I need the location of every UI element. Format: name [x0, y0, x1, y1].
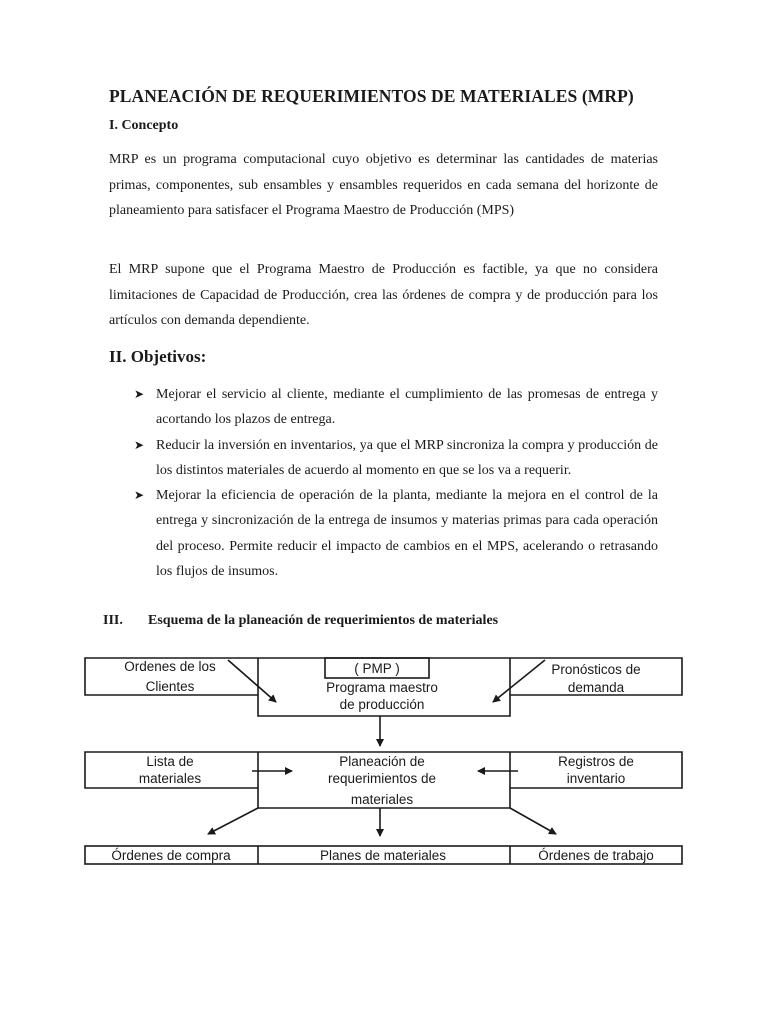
pmp-text-line2: de producción — [339, 697, 425, 712]
ordenes-clientes-line2: Clientes — [145, 679, 195, 694]
ordenes-compra-label: Órdenes de compra — [111, 848, 231, 863]
list-item-text: Mejorar la eficiencia de operación de la planta, mediante la mejora en el control de la entrega y sincronización de la entrega de insumos y materias primas para cada operación del proceso. Permite reducir el impacto de cambios en el MPS, acelerando o retrasando los flujos de insumos. — [156, 488, 658, 580]
arrow-to-ordenes-trabajo — [510, 808, 556, 834]
list-item-text: Reducir la inversión en inventarios, ya que el MRP sincroniza la compra y producción de los distintos materiales de acuerdo al momento en que se los va a requerir. — [156, 437, 658, 478]
section-esquema-title: Esquema de la planeación de requerimientos de materiales — [148, 613, 499, 628]
registros-line1: Registros de — [558, 754, 634, 769]
pronosticos-line1: Pronósticos de — [551, 662, 641, 677]
lista-materiales-line2: materiales — [138, 771, 202, 786]
planes-materiales-label: Planes de materiales — [319, 848, 447, 863]
list-item-text: Mejorar el servicio al cliente, mediante el cumplimiento de las promesas de entrega y acortando los plazos de entrega. — [156, 387, 658, 428]
arrow-bullet-icon: ➤ — [134, 387, 145, 401]
arrow-bullet-icon: ➤ — [134, 437, 145, 452]
concepto-paragraph-1: MRP es un programa computacional cuyo objetivo es determinar las cantidades de materias primas, componentes, sub ensambles y ensambles requeridos en cada semana del horizonte de planeamiento para satisfacer el Programa Maestro de Producción (MPS) — [109, 152, 658, 218]
section-objetivos-heading: II. Objetivos: — [109, 347, 207, 366]
section-esquema-number: III. — [103, 613, 123, 628]
lista-materiales-line1: Lista de — [146, 754, 194, 769]
planeacion-line3: materiales — [350, 792, 414, 807]
planeacion-line2: requerimientos de — [327, 771, 437, 786]
document-title: PLANEACIÓN DE REQUERIMIENTOS DE MATERIALES (MRP) — [109, 86, 634, 106]
pmp-label: ( PMP ) — [354, 661, 400, 676]
pronosticos-line2: demanda — [567, 680, 625, 695]
registros-line2: inventario — [566, 771, 626, 786]
concepto-paragraph-2: El MRP supone que el Programa Maestro de Producción es factible, ya que no considera limitaciones de Capacidad de Producción, crea las órdenes de compra y de producción para los artículos con demanda dependiente. — [109, 262, 658, 328]
arrow-bullet-icon: ➤ — [134, 488, 145, 503]
pmp-text-line1: Programa maestro — [326, 680, 438, 695]
arrow-to-ordenes-compra — [208, 808, 258, 834]
section-concepto-heading: I. Concepto — [109, 118, 179, 133]
planeacion-line1: Planeación de — [339, 754, 425, 769]
ordenes-clientes-line1: Ordenes de los — [124, 659, 216, 674]
ordenes-trabajo-label: Órdenes de trabajo — [538, 848, 654, 863]
